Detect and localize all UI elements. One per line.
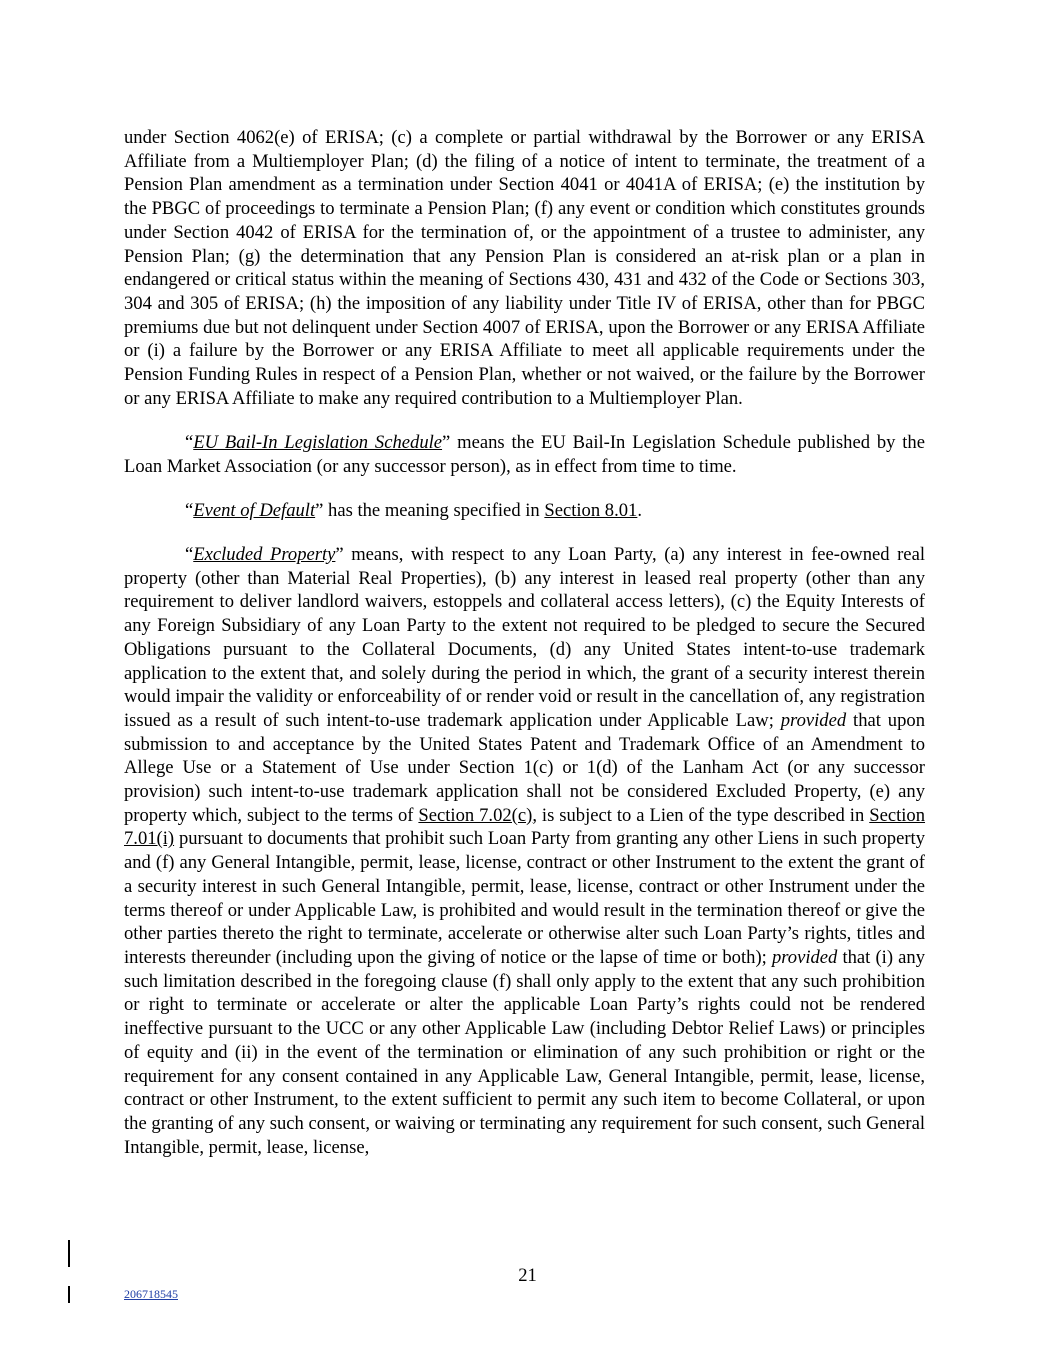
- provided-emphasis: provided: [780, 709, 847, 731]
- definition-event-of-default: [124, 499, 925, 523]
- definition-excluded-property: [124, 543, 925, 1159]
- section-reference: Section 8.01: [544, 499, 638, 521]
- page-number: 21: [518, 1265, 537, 1286]
- document-body: [124, 126, 925, 1180]
- definition-text: , is subject to a Lien of the type described in: [532, 804, 870, 826]
- change-bar: [68, 1240, 70, 1267]
- definition-text: that (i) any such limitation described in the foregoing clause (f) shall only apply to the extent that any such prohibition or right to terminate or accelerate or alter the applicable Loan Party’s rights could not be rendered ineffective pursuant to the UCC or any other Applicable Law (including Debtor Relief Laws) or principles of equity and (ii) in the event of the termination or elimination of any such prohibition or right or the requirement for any consent contained in any Applicable Law, General Intangible, permit, lease, license, contract or other Instrument, to the extent sufficient to permit any such item to become Collateral, or upon the granting of any such consent, or waiving or terminating any requirement for such consent, such General Intangible, permit, lease, license,: [124, 947, 925, 1158]
- definition-text: .: [637, 499, 642, 521]
- defined-term: Event of Default: [193, 499, 316, 521]
- change-bar: [68, 1286, 70, 1303]
- definition-text: ” means, with respect to any Loan Party, (a) any interest in fee-owned real property (other than Material Real Properties), (b) any interest in leased real property (other than any requirement to deliver landlord waivers, estoppels and collateral access letters), (c) the Equity Interests of any Foreign Subsidiary of any Loan Party to the extent not required to be pledged to secure the Secured Obligations pursuant to the Collateral Documents, (d) any United States intent-to-use trademark application to the extent that, and solely during the period in which, the grant of a security interest therein would impair the validity or enforceability of or render void or result in the cancellation of, any registration issued as a result of such intent-to-use trademark application under Applicable Law;: [124, 544, 925, 731]
- definition-text: ” means the EU Bail-In Legislation Schedule published by the Loan Market Association (or any successor person), as in effect from time to time.: [124, 431, 925, 477]
- section-reference: Section 7.01(i): [124, 804, 926, 850]
- provided-emphasis: provided: [771, 947, 838, 968]
- paragraph-text: under Section 4062(e) of ERISA; (c) a complete or partial withdrawal by the Borrower or any ERISA Affiliate from a Multiemployer Plan; (d) the filing of a notice of intent to terminate, the treatment of a Pension Plan amendment as a termination under Section 4041 or 4041A of ERISA; (e) the institution by the PBGC of proceedings to terminate a Pension Plan; (f) any event or condition which constitutes grounds under Section 4042 of ERISA for the termination of, or the appointment of a trustee to administer, any Pension Plan; (g) the determination that any Pension Plan is considered an at-risk plan or a plan in endangered or critical status within the meaning of Sections 430, 431 and 432 of the Code or Sections 303, 304 and 305 of ERISA; (h) the imposition of any liability under Title IV of ERISA, other than for PBGC premiums due but not delinquent under Section 4007 of ERISA, upon the Borrower or any ERISA Affiliate or (i) a failure by the Borrower or any ERISA Affiliate to meet all applicable requirements under the Pension Funding Rules in respect of a Pension Plan, whether or not waived, or the failure by the Borrower or any ERISA Affiliate to make any required contribution to a Multiemployer Plan.: [124, 127, 925, 409]
- definition-eu-bail-in-legislation-schedule: [124, 431, 925, 478]
- erisa-event-continuation-paragraph: [124, 126, 925, 410]
- open-quote: “: [185, 499, 194, 521]
- open-quote: “: [185, 431, 194, 453]
- document-id-link[interactable]: 206718545: [124, 1287, 178, 1301]
- definition-text: ” has the meaning specified in: [315, 499, 545, 521]
- definition-text: that upon submission to and acceptance by the United States Patent and Trademark Office of an Amendment to Allege Use or a Statement of Use under Section 1(c) or 1(d) of the Lanham Act (or any successor provision) such intent-to-use trademark application shall not be considered Excluded Property, (e) any property which, subject to the terms of: [124, 709, 925, 826]
- definition-text: pursuant to documents that prohibit such Loan Party from granting any other Liens in such property and (f) any General Intangible, permit, lease, license, contract or other Instrument to the extent the grant of a security interest in such General Intangible, permit, lease, license, contract or other Instrument under the terms thereof or under Applicable Law, is prohibited and would result in the termination thereof or give the other parties thereto the right to terminate, accelerate or otherwise alter such Loan Party’s rights, titles and interests thereunder (including upon the giving of notice or the lapse of time or both);: [124, 828, 925, 968]
- open-quote: “: [185, 544, 194, 566]
- defined-term: EU Bail-In Legislation Schedule: [193, 431, 443, 453]
- section-reference: Section 7.02(c): [418, 804, 533, 826]
- defined-term: Excluded Property: [193, 544, 336, 566]
